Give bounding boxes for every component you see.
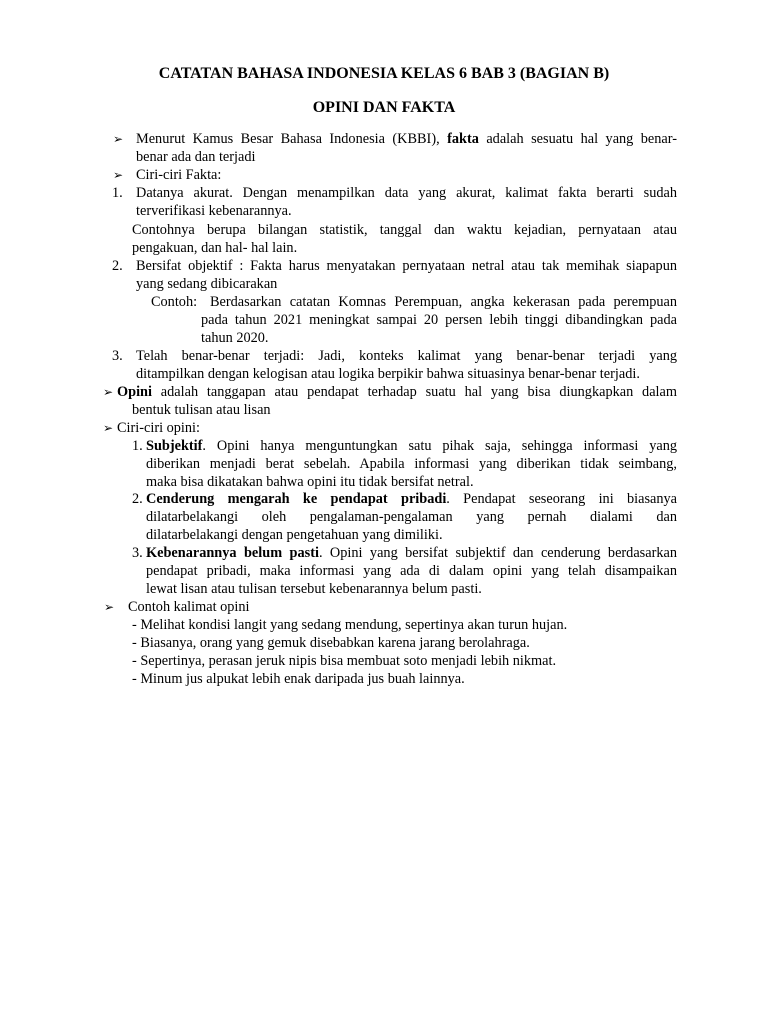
opini-item-2-line-1: Cenderung mengarah ke pendapat pribadi. Pendapat seseorang ini biasanya [146, 491, 677, 507]
opini-item-number: 1. [132, 438, 143, 454]
contoh-fakta-line-2: pada tahun 2021 meningkat sampai 20 persen lebih tinggi dibandingkan pada [201, 312, 677, 328]
opini-item-number: 2. [132, 491, 143, 507]
opini-item-1-line-1: Subjektif. Opini hanya menguntungkan satu pihak saja, sehingga informasi yang [146, 438, 677, 454]
contohnya-line-1: Contohnya berupa bilangan statistik, tanggal dan waktu kejadian, pernyataan atau [132, 222, 677, 238]
opini-item-3-line-3: lewat lisan atau tulisan tersebut kebenarannya belum pasti. [146, 581, 482, 597]
arrow-bullet-icon: ➢ [113, 132, 124, 146]
contoh-opini-item: - Melihat kondisi langit yang sedang mendung, sepertinya akan turun hujan. [132, 617, 568, 633]
fakta-item-1-line-2: terverifikasi kebenarannya. [136, 203, 292, 219]
ciri-opini-heading: Ciri-ciri opini: [117, 420, 200, 436]
contoh-fakta-line-3: tahun 2020. [201, 330, 269, 346]
contoh-fakta-label: Contoh: [151, 294, 198, 310]
fakta-item-3-line-2: ditampilkan dengan kelogisan atau logika berpikir bahwa situasinya benar-benar terjadi. [136, 366, 640, 382]
opini-item-2-line-3: dilatarbelakangi dengan pengetahuan yang dimiliki. [146, 527, 443, 543]
fakta-item-1-line-1: Datanya akurat. Dengan menampilkan data yang akurat, kalimat fakta berarti sudah [136, 185, 677, 201]
opini-item-3-line-2: pendapat pribadi, maka informasi yang ada di dalam opini yang telah disampaikan [146, 563, 677, 579]
opini-item-1-line-2: diberikan menjadi berat sebelah. Apabila informasi yang diberikan tidak seimbang, [146, 456, 677, 472]
opini-definition-line-2: bentuk tulisan atau lisan [132, 402, 271, 418]
contoh-opini-item: - Minum jus alpukat lebih enak daripada jus buah lainnya. [132, 671, 465, 687]
arrow-bullet-icon: ➢ [104, 600, 115, 614]
fakta-item-3-line-1: Telah benar-benar terjadi: Jadi, konteks kalimat yang benar-benar terjadi yang [136, 348, 677, 364]
document-title: CATATAN BAHASA INDONESIA KELAS 6 BAB 3 (BAGIAN B) [158, 65, 610, 82]
fakta-definition-line-1: Menurut Kamus Besar Bahasa Indonesia (KBBI), fakta adalah sesuatu hal yang benar- [136, 131, 678, 147]
ciri-fakta-heading: Ciri-ciri Fakta: [136, 167, 222, 183]
arrow-bullet-icon: ➢ [113, 168, 124, 182]
fakta-item-2-line-1: Bersifat objektif : Fakta harus menyatakan pernyataan netral atau tak memihak siapapun [136, 258, 677, 274]
contoh-opini-heading: Contoh kalimat opini [128, 599, 250, 615]
opini-item-1-line-3: maka bisa dikatakan bahwa opini itu tidak bersifat netral. [146, 474, 474, 490]
fakta-item-number: 1. [112, 185, 123, 201]
contoh-opini-item: - Sepertinya, perasan jeruk nipis bisa membuat soto menjadi lebih nikmat. [132, 653, 557, 669]
fakta-item-2-line-2: yang sedang dibicarakan [136, 276, 278, 292]
contoh-fakta-line-1: Berdasarkan catatan Komnas Perempuan, angka kekerasan pada perempuan [210, 294, 677, 310]
arrow-bullet-icon: ➢ [103, 385, 114, 399]
fakta-term: fakta [447, 131, 479, 147]
fakta-definition-line-2: benar ada dan terjadi [136, 149, 256, 165]
contohnya-line-2: pengakuan, dan hal- hal lain. [132, 240, 298, 256]
arrow-bullet-icon: ➢ [103, 421, 114, 435]
contoh-opini-item: - Biasanya, orang yang gemuk disebabkan karena jarang berolahraga. [132, 635, 530, 651]
opini-definition-line-1: Opini adalah tanggapan atau pendapat terhadap suatu hal yang bisa diungkapkan dalam [117, 384, 677, 400]
document-subtitle: OPINI DAN FAKTA [312, 99, 456, 116]
opini-item-3-line-1: Kebenarannya belum pasti. Opini yang bersifat subjektif dan cenderung berdasarkan [146, 545, 677, 561]
fakta-item-number: 2. [112, 258, 123, 274]
opini-term: Opini [117, 384, 152, 400]
fakta-item-number: 3. [112, 348, 123, 364]
opini-item-2-line-2: dilatarbelakangi oleh pengalaman-pengalaman yang pernah dialami dan [146, 509, 677, 525]
opini-item-number: 3. [132, 545, 143, 561]
